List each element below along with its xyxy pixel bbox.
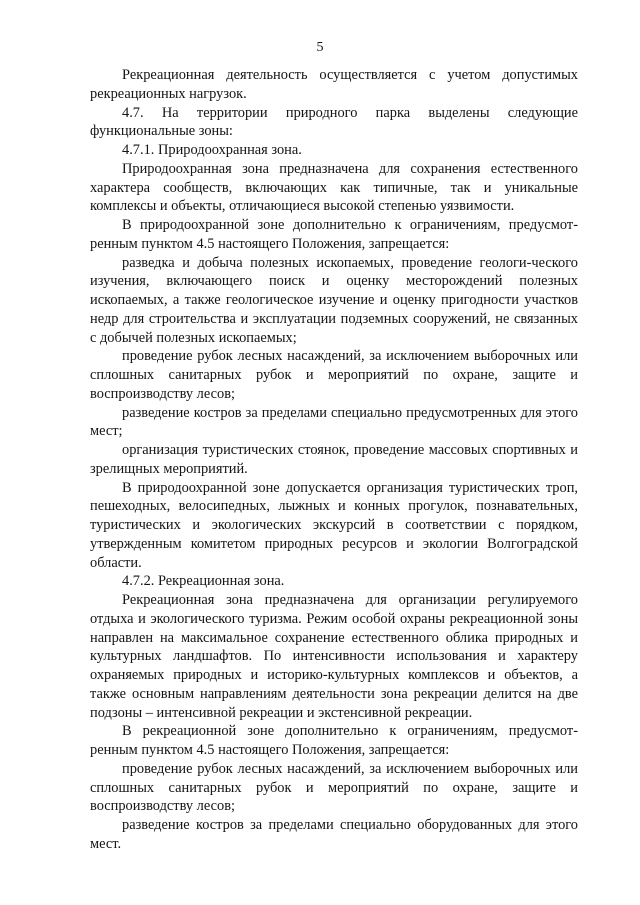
paragraph: Природоохранная зона предназначена для сохранения естественного характера сообществ, включающих как типичные, так и уникальные комплексы и объекты, отличающиеся высокой степенью уязвимости. — [90, 160, 578, 215]
section-heading: 4.7.2. Рекреационная зона. — [122, 573, 285, 590]
list-item: организация туристических стоянок, проведение массовых спортивных и зрелищных мероприятий. — [90, 442, 578, 477]
list-item: разведение костров за пределами специально оборудованных для этого мест. — [90, 817, 578, 852]
list-item: проведение рубок лесных насаждений, за исключением выборочных или сплошных санитарных рубок и мероприятий по охране, защите и воспроизводству лесов; — [90, 348, 578, 402]
paragraph: В природоохранной зоне дополнительно к ограничениям, предусмот-ренным пунктом 4.5 настоящего Положения, запрещается: — [90, 217, 578, 252]
list-item: проведение рубок лесных насаждений, за исключением выборочных или сплошных санитарных рубок и мероприятий по охране, защите и воспроизводству лесов; — [90, 760, 578, 815]
paragraph: Рекреационная деятельность осуществляется с учетом допустимых рекреационных нагрузок. — [90, 67, 578, 102]
document-body — [90, 66, 578, 854]
page-number: 5 — [316, 40, 324, 55]
list-item: разведка и добыча полезных ископаемых, проведение геологи-ческого изучения, включающего поиск и оценку месторождений полезных ископаемых, а также геологическое изучение и оценку пригодности участков недр для строительства и эксплуатации подземных сооружений, не связанных с добычей полезных ископаемых; — [90, 254, 578, 346]
paragraph: В природоохранной зоне допускается организация туристических троп, пешеходных, велосипедных, лыжных и конных прогулок, познавательных, туристических и экологических экскурсий в соответствии с порядком, утвержденным комитетом природных ресурсов и экологии Волгоградской области. — [90, 479, 578, 571]
paragraph: Рекреационная зона предназначена для организации регулируемого отдыха и экологического туризма. Режим особой охраны рекреационной зоны направлен на максимальное сохранение естественного облика природных и культурных ландшафтов. По интенсивности использования и характеру охраняемых природных и историко-культурных комплексов и объектов, а также основным направлениям деятельности зона рекреации делится на две подзоны – интенсивной рекреации и экстенсивной рекреации. — [90, 592, 578, 721]
section-heading: 4.7.1. Природоохранная зона. — [122, 142, 302, 158]
paragraph: В рекреационной зоне дополнительно к ограничениям, предусмот-ренным пунктом 4.5 настоящего Положения, запрещается: — [90, 723, 578, 758]
paragraph: 4.7. На территории природного парка выделены следующие функциональные зоны: — [90, 104, 578, 140]
list-item: разведение костров за пределами специально предусмотренных для этого мест; — [90, 404, 578, 440]
